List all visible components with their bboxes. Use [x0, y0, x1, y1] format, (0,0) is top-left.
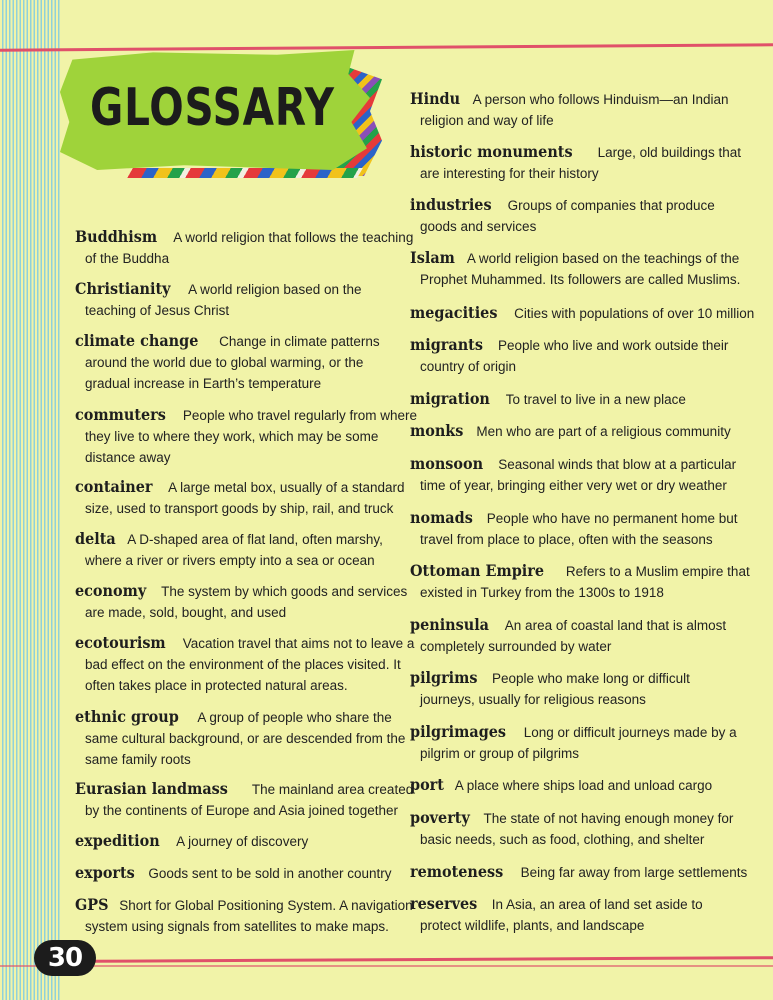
title-banner [60, 50, 382, 180]
glossary-definition-continued: religion and way of life [420, 113, 554, 128]
glossary-definition: A world religion based on the [188, 282, 362, 297]
glossary-definition-continued: journeys, usually for religious reasons [420, 692, 646, 707]
glossary-definition-continued: goods and services [420, 219, 537, 234]
glossary-term: Hindu [410, 89, 461, 108]
glossary-definition: To travel to live in a new place [505, 392, 686, 407]
glossary-term: reserves [410, 894, 478, 913]
glossary-definition-continued: system using signals from satellites to make maps. [85, 919, 389, 934]
glossary-entry [75, 894, 413, 937]
glossary-term: historic monuments [410, 142, 573, 161]
glossary-definition-continued: basic needs, such as food, clothing, and shelter [420, 832, 705, 847]
glossary-definition: Seasonal winds that blow at a particular [498, 457, 737, 472]
glossary-definition-continued: size, used to transport goods by ship, rail, and truck [85, 501, 394, 516]
glossary-term: economy [75, 581, 147, 600]
glossary-entry [410, 614, 740, 657]
glossary-definition: Being far away from large settlements [520, 865, 748, 880]
entry-line [410, 774, 740, 796]
glossary-definition-continued: existed in Turkey from the 1300s to 1918 [420, 585, 664, 600]
glossary-definition-continued: often takes place in protected natural areas. [85, 678, 348, 693]
glossary-term: pilgrimages [410, 722, 507, 741]
glossary-entry [410, 893, 740, 936]
glossary-definition-continued: around the world due to global warming, or the [85, 355, 364, 370]
glossary-entry [75, 706, 406, 770]
glossary-entry [75, 580, 408, 623]
entry-line [410, 453, 740, 475]
glossary-definition: A D-shaped area of flat land, often marshy, [127, 532, 383, 547]
glossary-definition: A world religion that follows the teaching [173, 230, 414, 245]
entry-line [410, 420, 740, 442]
entry-line [75, 778, 414, 800]
glossary-definition-continued: where a river or rivers empty into a sea or ocean [85, 553, 375, 568]
glossary-definition-continued: Prophet Muhammed. Its followers are called Muslims. [420, 272, 741, 287]
entry-line [75, 330, 393, 352]
glossary-definition: Men who are part of a religious community [476, 424, 731, 439]
glossary-definition: Large, old buildings that [597, 145, 741, 160]
glossary-term: Ottoman Empire [410, 561, 545, 580]
entry-line [75, 632, 415, 654]
glossary-definition: Long or difficult journeys made by a [523, 725, 737, 740]
glossary-definition: A large metal box, usually of a standard [168, 480, 405, 495]
glossary-entry [410, 453, 740, 496]
entry-line [75, 278, 393, 300]
glossary-definition: A place where ships load and unload cargo [454, 778, 713, 793]
entry-line [410, 194, 740, 216]
glossary-definition: People who travel regularly from where [182, 408, 418, 423]
glossary-entry [75, 632, 415, 696]
entry-line [410, 721, 740, 743]
glossary-definition: People who have no permanent home but [486, 511, 738, 526]
glossary-term: peninsula [410, 615, 490, 634]
glossary-definition-continued: protect wildlife, plants, and landscape [420, 918, 645, 933]
glossary-term: expedition [75, 831, 160, 850]
glossary-entry [410, 667, 740, 710]
glossary-definition-continued: of the Buddha [85, 251, 170, 266]
glossary-definition: A group of people who share the [197, 710, 392, 725]
glossary-definition: The system by which goods and services [161, 584, 408, 599]
glossary-entry [410, 388, 740, 410]
glossary-definition: Vacation travel that aims not to leave a [182, 636, 415, 651]
entry-line [410, 88, 740, 110]
entry-line [410, 893, 740, 915]
glossary-definition-continued: same cultural background, or are descended from the [85, 731, 406, 746]
glossary-definition: Short for Global Positioning System. A navigation [119, 898, 413, 913]
page-number: 30 [34, 940, 96, 976]
glossary-definition-continued: are interesting for their history [420, 166, 599, 181]
glossary-entry [410, 560, 750, 603]
glossary-definition: A world religion based on the teachings of the [466, 251, 740, 266]
glossary-entry [75, 278, 393, 321]
glossary-term: climate change [75, 331, 199, 350]
left-stripe-border [0, 0, 60, 1000]
glossary-entry [75, 226, 414, 269]
glossary-definition: Groups of companies that produce [507, 198, 715, 213]
glossary-term: GPS [75, 895, 109, 914]
entry-line [75, 226, 414, 248]
glossary-entry [410, 507, 740, 550]
glossary-entry [75, 528, 393, 571]
glossary-term: Islam [410, 248, 455, 267]
glossary-definition-continued: bad effect on the environment of the places visited. It [85, 657, 401, 672]
glossary-definition-continued: time of year, bringing either very wet or dry weather [420, 478, 727, 493]
entry-line [75, 404, 418, 426]
glossary-term: monks [410, 421, 464, 440]
glossary-definition: Goods sent to be sold in another country [148, 866, 392, 881]
glossary-definition: An area of coastal land that is almost [504, 618, 727, 633]
entry-line [410, 667, 740, 689]
bottom-rule [90, 956, 773, 963]
entry-line [410, 807, 740, 829]
glossary-definition: People who make long or difficult [491, 671, 690, 686]
glossary-entry [410, 334, 740, 377]
glossary-term: ethnic group [75, 707, 179, 726]
glossary-definition: In Asia, an area of land set aside to [491, 897, 703, 912]
glossary-term: nomads [410, 508, 473, 527]
glossary-term: exports [75, 863, 135, 882]
glossary-term: monsoon [410, 454, 484, 473]
entry-line [410, 388, 740, 410]
glossary-term: Buddhism [75, 227, 158, 246]
entry-line [75, 706, 393, 728]
glossary-definition-continued: distance away [85, 450, 171, 465]
bottom-rule-secondary [0, 965, 773, 967]
glossary-definition: The mainland area created [251, 782, 414, 797]
glossary-entry [410, 194, 740, 237]
glossary-definition: People who live and work outside their [498, 338, 729, 353]
entry-line [410, 334, 740, 356]
glossary-term: port [410, 775, 444, 794]
glossary-term: pilgrims [410, 668, 478, 687]
glossary-entry [75, 830, 393, 852]
entry-line [75, 894, 413, 916]
glossary-term: poverty [410, 808, 470, 827]
glossary-entry [75, 476, 405, 519]
glossary-entry [410, 302, 755, 324]
glossary-entry [410, 807, 740, 850]
glossary-entry [75, 330, 393, 394]
entry-line [75, 580, 408, 602]
glossary-definition: Refers to a Muslim empire that [565, 564, 750, 579]
glossary-term: remoteness [410, 862, 504, 881]
glossary-entry [410, 861, 748, 883]
glossary-entry [410, 721, 740, 764]
glossary-entry [410, 247, 740, 290]
glossary-term: Christianity [75, 279, 171, 298]
glossary-definition: The state of not having enough money for [483, 811, 734, 826]
entry-line [410, 614, 740, 636]
entry-line [410, 507, 740, 529]
glossary-term: ecotourism [75, 633, 166, 652]
glossary-definition-continued: are made, sold, bought, and used [85, 605, 287, 620]
glossary-term: migration [410, 389, 490, 408]
glossary-term: megacities [410, 303, 498, 322]
entry-line [410, 560, 750, 582]
glossary-entry [75, 778, 414, 821]
glossary-term: commuters [75, 405, 166, 424]
glossary-term: container [75, 477, 153, 496]
entry-line [410, 302, 755, 324]
glossary-definition: Change in climate patterns [219, 334, 380, 349]
glossary-definition-continued: completely surrounded by water [420, 639, 612, 654]
glossary-definition: Cities with populations of over 10 million [514, 306, 755, 321]
glossary-definition-continued: same family roots [85, 752, 191, 767]
glossary-entry [410, 774, 740, 796]
entry-line [410, 141, 740, 163]
entry-line [75, 862, 393, 884]
glossary-definition-continued: teaching of Jesus Christ [85, 303, 230, 318]
glossary-definition-continued: pilgrim or group of pilgrims [420, 746, 580, 761]
glossary-entry [75, 862, 393, 884]
glossary-definition-continued: country of origin [420, 359, 517, 374]
glossary-term: industries [410, 195, 492, 214]
glossary-entry [75, 404, 418, 468]
glossary-definition-continued: gradual increase in Earth’s temperature [85, 376, 322, 391]
glossary-entry [410, 88, 740, 131]
entry-line [410, 861, 748, 883]
glossary-definition-continued: they live to where they work, which may be some [85, 429, 379, 444]
glossary-entry [410, 141, 740, 184]
glossary-definition-continued: travel from place to place, often with the seasons [420, 532, 713, 547]
glossary-definition: A journey of discovery [176, 834, 309, 849]
entry-line [75, 528, 393, 550]
entry-line [75, 830, 393, 852]
glossary-term: delta [75, 529, 116, 548]
glossary-term: migrants [410, 335, 483, 354]
entry-line [410, 247, 740, 269]
entry-line [75, 476, 405, 498]
glossary-term: Eurasian landmass [75, 779, 228, 798]
glossary-definition-continued: by the continents of Europe and Asia joined together [85, 803, 398, 818]
glossary-entry [410, 420, 740, 442]
glossary-definition: A person who follows Hinduism—an Indian [472, 92, 729, 107]
page-title: GLOSSARY [90, 78, 335, 138]
